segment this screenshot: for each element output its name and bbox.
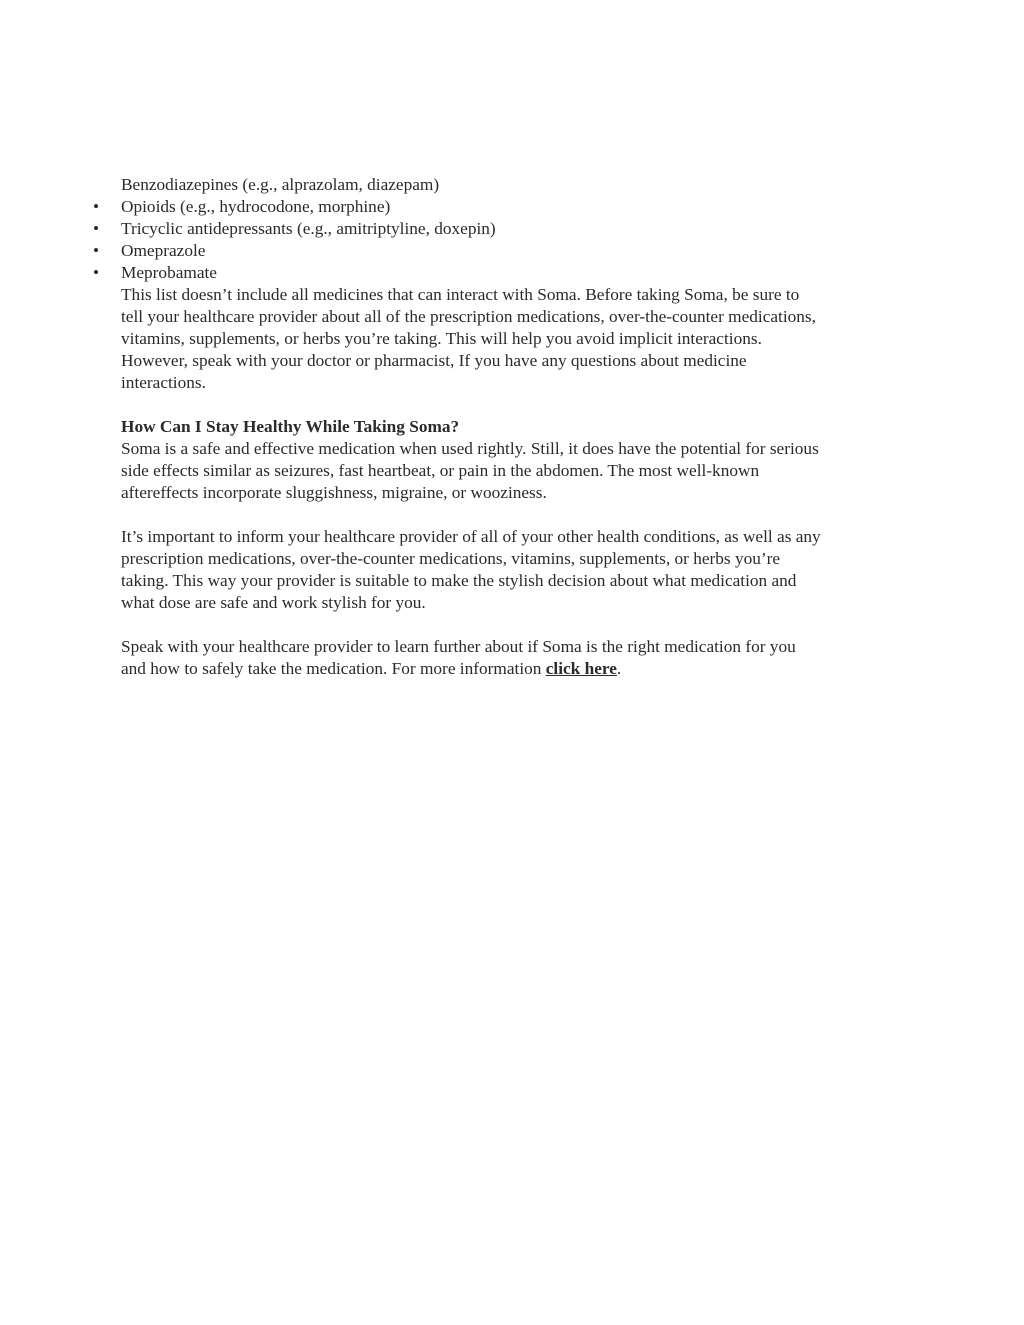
- paragraph-line: what dose are safe and work stylish for you.: [121, 593, 426, 612]
- list-item-text: Omeprazole: [121, 241, 206, 260]
- list-item: [92, 240, 911, 262]
- bullet-icon: •: [92, 263, 100, 282]
- paragraph-line: It’s important to inform your healthcare provider of all of your other health conditions, as well as any: [121, 527, 821, 546]
- paragraph-line: taking. This way your provider is suitable to make the stylish decision about what medication and: [121, 571, 797, 590]
- paragraph-text: .: [616, 659, 622, 678]
- list-item: [92, 262, 911, 284]
- paragraph-line-with-link: [121, 658, 911, 680]
- list-item-text: Tricyclic antidepressants (e.g., amitriptyline, doxepin): [121, 219, 496, 238]
- list-item-text: Meprobamate: [121, 263, 217, 282]
- bullet-icon: •: [92, 197, 100, 216]
- inform-provider-paragraph: [121, 526, 911, 614]
- paragraph-line: vitamins, supplements, or herbs you’re taking. This will help you avoid implicit interactions.: [121, 329, 762, 348]
- list-item-text: Benzodiazepines (e.g., alprazolam, diazepam): [121, 175, 440, 194]
- paragraph-line: Speak with your healthcare provider to learn further about if Soma is the right medication for you: [121, 637, 796, 656]
- section-heading: How Can I Stay Healthy While Taking Soma?: [121, 417, 460, 436]
- bullet-icon: •: [92, 219, 100, 238]
- paragraph-text: and how to safely take the medication. For more information: [121, 659, 546, 678]
- paragraph-line: aftereffects incorporate sluggishness, migraine, or wooziness.: [121, 483, 547, 502]
- list-item: [92, 218, 911, 240]
- paragraph-line: This list doesn’t include all medicines that can interact with Soma. Before taking Soma, be sure to: [121, 285, 800, 304]
- paragraph-line: side effects similar as seizures, fast heartbeat, or pain in the abdomen. The most well-known: [121, 461, 760, 480]
- paragraph-line: However, speak with your doctor or pharmacist, If you have any questions about medicine: [121, 351, 747, 370]
- interactions-note-paragraph: [121, 284, 911, 394]
- paragraph-spacer: [121, 614, 911, 636]
- paragraph-line: Soma is a safe and effective medication when used rightly. Still, it does have the potential for serious: [121, 439, 819, 458]
- list-item: [92, 196, 911, 218]
- paragraph-line: prescription medications, over-the-counter medications, vitamins, supplements, or herbs you’re: [121, 549, 781, 568]
- document-page: [92, 174, 911, 680]
- closing-paragraph: [121, 636, 911, 680]
- more-info-link[interactable]: click here: [545, 659, 617, 678]
- paragraph-spacer: [121, 394, 911, 416]
- paragraph-line: tell your healthcare provider about all of the prescription medications, over-the-counter medications,: [121, 307, 816, 326]
- list-item-continuation: [121, 174, 911, 196]
- bullet-icon: •: [92, 241, 100, 260]
- drug-interaction-list: [92, 174, 911, 284]
- paragraph-spacer: [121, 504, 911, 526]
- list-item-text: Opioids (e.g., hydrocodone, morphine): [121, 197, 391, 216]
- paragraph-line: interactions.: [121, 373, 206, 392]
- side-effects-paragraph: [121, 438, 911, 504]
